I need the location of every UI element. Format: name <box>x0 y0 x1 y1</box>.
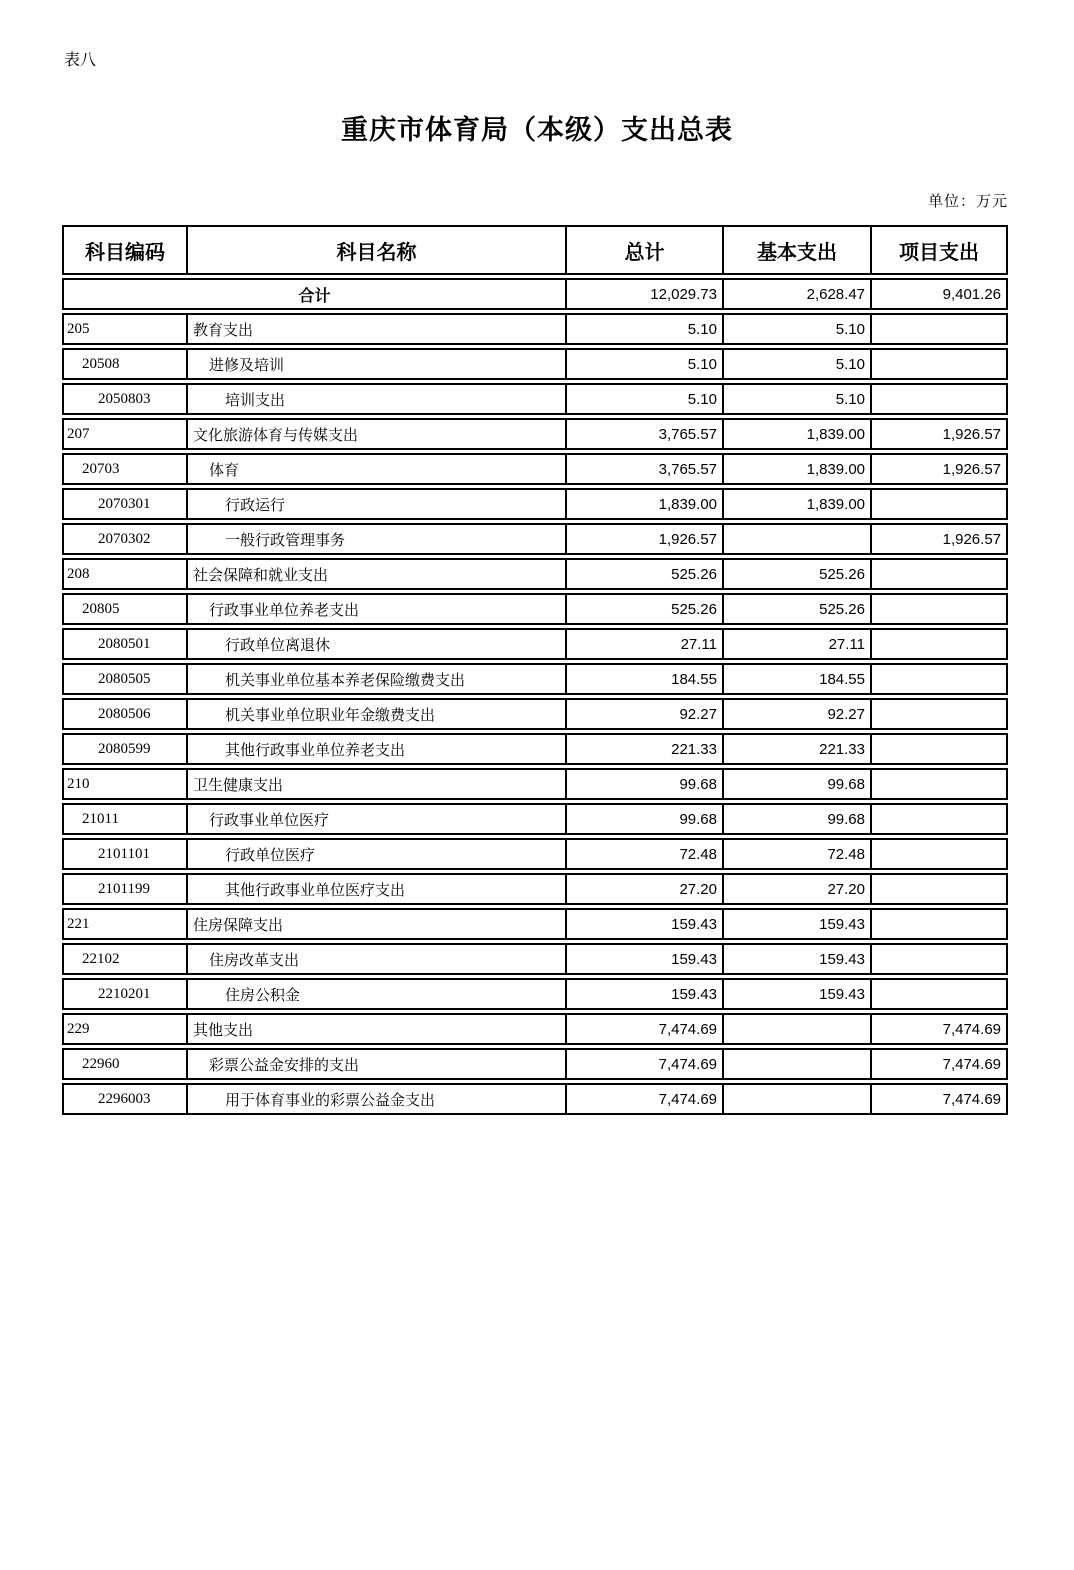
table-row <box>62 978 1008 1010</box>
total-cell: 184.55 <box>565 663 722 695</box>
name-cell: 行政单位离退休 <box>186 628 565 660</box>
name-cell: 用于体育事业的彩票公益金支出 <box>186 1083 565 1115</box>
total-cell: 525.26 <box>565 558 722 590</box>
total-cell: 27.11 <box>565 628 722 660</box>
code-cell: 2080501 <box>62 628 186 660</box>
total-cell: 221.33 <box>565 733 722 765</box>
project-cell <box>870 488 1008 520</box>
project-cell <box>870 313 1008 345</box>
name-cell: 社会保障和就业支出 <box>186 558 565 590</box>
total-cell: 27.20 <box>565 873 722 905</box>
name-cell: 其他行政事业单位养老支出 <box>186 733 565 765</box>
table-row <box>62 453 1008 485</box>
total-cell: 72.48 <box>565 838 722 870</box>
name-cell: 机关事业单位职业年金缴费支出 <box>186 698 565 730</box>
code-cell: 2210201 <box>62 978 186 1010</box>
sheet-label: 表八 <box>64 52 97 69</box>
basic-cell: 2,628.47 <box>722 278 870 310</box>
name-cell: 卫生健康支出 <box>186 768 565 800</box>
project-cell: 1,926.57 <box>870 523 1008 555</box>
code-cell: 2296003 <box>62 1083 186 1115</box>
code-cell: 2080505 <box>62 663 186 695</box>
table-body <box>62 278 1008 1115</box>
project-cell <box>870 978 1008 1010</box>
table-row <box>62 803 1008 835</box>
table-row <box>62 698 1008 730</box>
basic-cell: 221.33 <box>722 733 870 765</box>
project-cell <box>870 558 1008 590</box>
code-cell: 2070301 <box>62 488 186 520</box>
project-cell: 7,474.69 <box>870 1048 1008 1080</box>
column-header-project: 项目支出 <box>870 225 1008 275</box>
total-cell: 5.10 <box>565 313 722 345</box>
table-row <box>62 873 1008 905</box>
expenditure-table <box>62 222 1008 1118</box>
total-cell: 159.43 <box>565 943 722 975</box>
table-row <box>62 348 1008 380</box>
project-cell: 7,474.69 <box>870 1013 1008 1045</box>
total-cell: 92.27 <box>565 698 722 730</box>
basic-cell <box>722 1013 870 1045</box>
unit-note: 单位：万元 <box>927 194 1008 210</box>
code-cell: 210 <box>62 768 186 800</box>
code-cell: 2070302 <box>62 523 186 555</box>
total-cell: 99.68 <box>565 803 722 835</box>
name-cell: 体育 <box>186 453 565 485</box>
basic-cell: 99.68 <box>722 768 870 800</box>
basic-cell: 525.26 <box>722 593 870 625</box>
table-row <box>62 1013 1008 1045</box>
table-row <box>62 838 1008 870</box>
table-header-row <box>62 225 1008 275</box>
table-row <box>62 383 1008 415</box>
project-cell <box>870 768 1008 800</box>
name-cell: 住房保障支出 <box>186 908 565 940</box>
project-cell <box>870 698 1008 730</box>
basic-cell: 92.27 <box>722 698 870 730</box>
basic-cell: 99.68 <box>722 803 870 835</box>
project-cell: 1,926.57 <box>870 418 1008 450</box>
basic-cell: 5.10 <box>722 348 870 380</box>
table-row <box>62 523 1008 555</box>
total-cell: 1,839.00 <box>565 488 722 520</box>
table-row <box>62 313 1008 345</box>
table-row <box>62 593 1008 625</box>
project-cell: 1,926.57 <box>870 453 1008 485</box>
total-cell: 525.26 <box>565 593 722 625</box>
name-cell: 住房公积金 <box>186 978 565 1010</box>
name-cell: 行政事业单位养老支出 <box>186 593 565 625</box>
basic-cell: 72.48 <box>722 838 870 870</box>
project-cell <box>870 593 1008 625</box>
name-cell: 培训支出 <box>186 383 565 415</box>
code-cell: 2101199 <box>62 873 186 905</box>
total-cell: 7,474.69 <box>565 1048 722 1080</box>
basic-cell: 159.43 <box>722 943 870 975</box>
basic-cell <box>722 523 870 555</box>
code-cell: 221 <box>62 908 186 940</box>
basic-cell: 27.11 <box>722 628 870 660</box>
code-cell: 2101101 <box>62 838 186 870</box>
page-title: 重庆市体育局（本级）支出总表 <box>341 115 733 145</box>
code-cell: 20805 <box>62 593 186 625</box>
name-cell: 其他支出 <box>186 1013 565 1045</box>
summary-row <box>62 278 1008 310</box>
code-cell: 208 <box>62 558 186 590</box>
basic-cell: 27.20 <box>722 873 870 905</box>
basic-cell: 525.26 <box>722 558 870 590</box>
table-row <box>62 1048 1008 1080</box>
basic-cell: 1,839.00 <box>722 453 870 485</box>
project-cell <box>870 663 1008 695</box>
name-cell: 机关事业单位基本养老保险缴费支出 <box>186 663 565 695</box>
basic-cell: 159.43 <box>722 978 870 1010</box>
summary-name-cell: 合计 <box>62 278 565 310</box>
table-row <box>62 628 1008 660</box>
total-cell: 159.43 <box>565 978 722 1010</box>
table-row <box>62 418 1008 450</box>
total-cell: 99.68 <box>565 768 722 800</box>
code-cell: 229 <box>62 1013 186 1045</box>
table-row <box>62 558 1008 590</box>
name-cell: 行政单位医疗 <box>186 838 565 870</box>
code-cell: 20508 <box>62 348 186 380</box>
project-cell <box>870 803 1008 835</box>
code-cell: 2080506 <box>62 698 186 730</box>
total-cell: 1,926.57 <box>565 523 722 555</box>
name-cell: 彩票公益金安排的支出 <box>186 1048 565 1080</box>
project-cell <box>870 908 1008 940</box>
code-cell: 207 <box>62 418 186 450</box>
project-cell <box>870 873 1008 905</box>
name-cell: 进修及培训 <box>186 348 565 380</box>
column-header-code: 科目编码 <box>62 225 186 275</box>
name-cell: 其他行政事业单位医疗支出 <box>186 873 565 905</box>
total-cell: 3,765.57 <box>565 453 722 485</box>
name-cell: 行政事业单位医疗 <box>186 803 565 835</box>
project-cell <box>870 943 1008 975</box>
project-cell: 9,401.26 <box>870 278 1008 310</box>
table-row <box>62 663 1008 695</box>
code-cell: 2080599 <box>62 733 186 765</box>
column-header-name: 科目名称 <box>186 225 565 275</box>
project-cell: 7,474.69 <box>870 1083 1008 1115</box>
project-cell <box>870 628 1008 660</box>
document-page <box>0 50 1074 1570</box>
table-row <box>62 943 1008 975</box>
basic-cell: 159.43 <box>722 908 870 940</box>
basic-cell <box>722 1048 870 1080</box>
code-cell: 21011 <box>62 803 186 835</box>
code-cell: 205 <box>62 313 186 345</box>
total-cell: 7,474.69 <box>565 1013 722 1045</box>
name-cell: 教育支出 <box>186 313 565 345</box>
total-cell: 5.10 <box>565 383 722 415</box>
column-header-total: 总计 <box>565 225 722 275</box>
table-row <box>62 1083 1008 1115</box>
table-row <box>62 768 1008 800</box>
code-cell: 2050803 <box>62 383 186 415</box>
project-cell <box>870 838 1008 870</box>
total-cell: 159.43 <box>565 908 722 940</box>
project-cell <box>870 733 1008 765</box>
table-row <box>62 733 1008 765</box>
basic-cell: 1,839.00 <box>722 418 870 450</box>
basic-cell: 184.55 <box>722 663 870 695</box>
code-cell: 20703 <box>62 453 186 485</box>
code-cell: 22960 <box>62 1048 186 1080</box>
name-cell: 文化旅游体育与传媒支出 <box>186 418 565 450</box>
project-cell <box>870 348 1008 380</box>
code-cell: 22102 <box>62 943 186 975</box>
table-row <box>62 488 1008 520</box>
basic-cell <box>722 1083 870 1115</box>
name-cell: 住房改革支出 <box>186 943 565 975</box>
total-cell: 5.10 <box>565 348 722 380</box>
table-row <box>62 908 1008 940</box>
total-cell: 3,765.57 <box>565 418 722 450</box>
basic-cell: 1,839.00 <box>722 488 870 520</box>
basic-cell: 5.10 <box>722 383 870 415</box>
basic-cell: 5.10 <box>722 313 870 345</box>
total-cell: 12,029.73 <box>565 278 722 310</box>
name-cell: 行政运行 <box>186 488 565 520</box>
total-cell: 7,474.69 <box>565 1083 722 1115</box>
column-header-basic: 基本支出 <box>722 225 870 275</box>
project-cell <box>870 383 1008 415</box>
name-cell: 一般行政管理事务 <box>186 523 565 555</box>
